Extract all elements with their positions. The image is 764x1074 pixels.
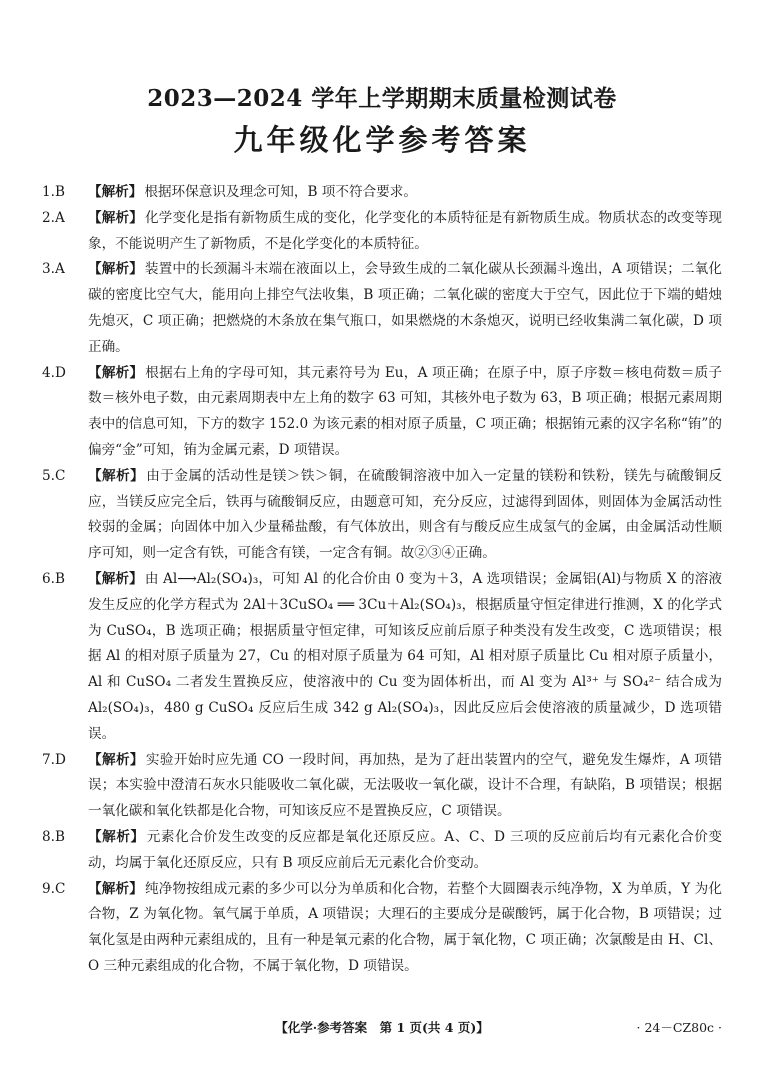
answer-item bbox=[42, 464, 722, 567]
answer-number: 5.C bbox=[42, 467, 66, 484]
analysis-tag: 【解析】 bbox=[88, 828, 145, 845]
answer-item bbox=[42, 257, 722, 360]
page-footer bbox=[0, 1018, 764, 1036]
analysis-text: 化学变化是指有新物质生成的变化，化学变化的本质特征是有新物质生成。物质状态的改变等现象，不能说明产生了新物质，不是化学变化的本质特征。 bbox=[88, 209, 723, 252]
analysis-tag: 【解析】 bbox=[88, 751, 144, 768]
analysis-tag: 【解析】 bbox=[88, 570, 143, 587]
analysis-text: 装置中的长颈漏斗末端在液面以上，会导致生成的二氧化碳从长颈漏斗逸出，A 项错误；二氧化碳的密度比空气大，能用向上排空气法收集，B 项正确；二氧化碳的密度大于空气，因此位于下端的蜡烛先熄灭，C 项正确；把燃烧的木条放在集气瓶口，如果燃烧的木条熄灭，说明已经收集满二氧化碳，D 项正确。 bbox=[88, 261, 722, 355]
answer-item bbox=[42, 567, 722, 748]
analysis-tag: 【解析】 bbox=[88, 184, 143, 200]
analysis-tag: 【解析】 bbox=[88, 209, 143, 226]
answer-number: 8.B bbox=[42, 828, 65, 845]
answer-number: 4.D bbox=[42, 364, 66, 381]
exam-title: 2023—2024 学年上学期期末质量检测试卷 bbox=[147, 85, 617, 112]
analysis-text: 纯净物按组成元素的多少可以分为单质和化合物，若整个大圆圈表示纯净物，X 为单质，Y 为化合物，Z 为氧化物。氧气属于单质，A 项错误；大理石的主要成分是碳酸钙，属于化合物，B 项错误；过氧化氢是由两种元素组成的，且有一种是氧元素的化合物，属于氧化物，C 项正确；次氯酸是由 H、Cl、O 三种元素组成的化合物，不属于氧化物，D 项错误。 bbox=[88, 880, 723, 974]
analysis-text: 实验开始时应先通 CO 一段时间，再加热，是为了赶出装置内的空气，避免发生爆炸，A 项错误；本实验中澄清石灰水只能吸收二氧化碳，无法吸收一氧化碳，设计不合理，有缺陷，B 项错误；根据一氧化碳和氧化铁都是化合物，可知该反应不是置换反应，C 项错误。 bbox=[88, 751, 723, 820]
footer-code: · 24－CZ80c · bbox=[636, 1020, 722, 1035]
answer-item bbox=[42, 361, 722, 464]
analysis-text: 元素化合价发生改变的反应都是氧化还原反应。A、C、D 三项的反应前后均有元素化合价变动，均属于氧化还原反应，只有 B 项反应前后无元素化合价变动。 bbox=[88, 828, 723, 871]
analysis-tag: 【解析】 bbox=[88, 364, 144, 381]
answer-key-title: 九年级化学参考答案 bbox=[233, 123, 531, 157]
answer-item bbox=[42, 877, 722, 980]
answer-item bbox=[42, 748, 722, 825]
footer-page-info: 【化学·参考答案 第 1 页(共 4 页)】 bbox=[275, 1020, 489, 1035]
answer-number: 1.B bbox=[42, 184, 65, 200]
answer-item bbox=[42, 825, 722, 877]
analysis-text: 根据右上角的字母可知，其元素符号为 Eu，A 项正确；在原子中，原子序数＝核电荷数＝质子数＝核外电子数，由元素周期表中左上角的数字 63 可知，其核外电子数为 63，B 项正确；根据元素周期表中的信息可知，下方的数字 152.0 为该元素的相对原子质量，C 项正确；根据铕元素的汉字名称“铕”的偏旁“金”可知，铕为金属元素，D 项错误。 bbox=[88, 364, 722, 458]
analysis-tag: 【解析】 bbox=[88, 880, 143, 897]
answer-number: 2.A bbox=[42, 209, 65, 226]
answer-number: 6.B bbox=[42, 570, 65, 587]
answer-number: 3.A bbox=[42, 261, 65, 278]
analysis-text: 由于金属的活动性是镁＞铁＞铜，在硫酸铜溶液中加入一定量的镁粉和铁粉，镁先与硫酸铜反应，当镁反应完全后，铁再与硫酸铜反应，由题意可知，充分反应，过滤得到固体，则固体为金属活动性较弱的金属；向固体中加入少量稀盐酸，有气体放出，则含有与酸反应生成氢气的金属，由金属活动性顺序可知，则一定含有铁，可能含有镁，一定含有铜。故②③④正确。 bbox=[88, 467, 722, 562]
analysis-text: 根据环保意识及理念可知，B 项不符合要求。 bbox=[144, 184, 417, 200]
analysis-tag: 【解析】 bbox=[88, 261, 143, 278]
analysis-tag: 【解析】 bbox=[88, 467, 145, 484]
answer-item bbox=[42, 206, 722, 258]
analysis-text: 由 Al⟶Al₂(SO₄)₃，可知 Al 的化合价由 0 变为＋3，A 选项错误；金属铝(Al)与物质 X 的溶液发生反应的化学方程式为 2Al＋3CuSO₄ ══ 3Cu＋Al₂(SO₄)₃，根据质量守恒定律进行推测，X 的化学式为 CuSO₄，B 选项正确；根据质量守恒定律，可知该反应前后原子种类没有发生改变，C 选项错误；根据 Al 的相对原子质量为 27，Cu 的相对原子质量为 64 可知，Al 相对原子质量比 Cu 相对原子质量小，Al 和 CuSO₄ 二者发生置换反应，使溶液中的 Cu 变为固体析出，而 Al 变为 Al³⁺ 与 SO₄²⁻ 结合成为 Al₂(SO₄)₃，480 g CuSO₄ 反应后生成 342 g Al₂(SO₄)₃，因此反应后会使溶液的质量减少，D 选项错误。 bbox=[88, 570, 722, 742]
answer-list bbox=[42, 180, 722, 980]
answer-item bbox=[42, 180, 722, 206]
answer-number: 9.C bbox=[42, 880, 66, 897]
answer-number: 7.D bbox=[42, 751, 66, 768]
